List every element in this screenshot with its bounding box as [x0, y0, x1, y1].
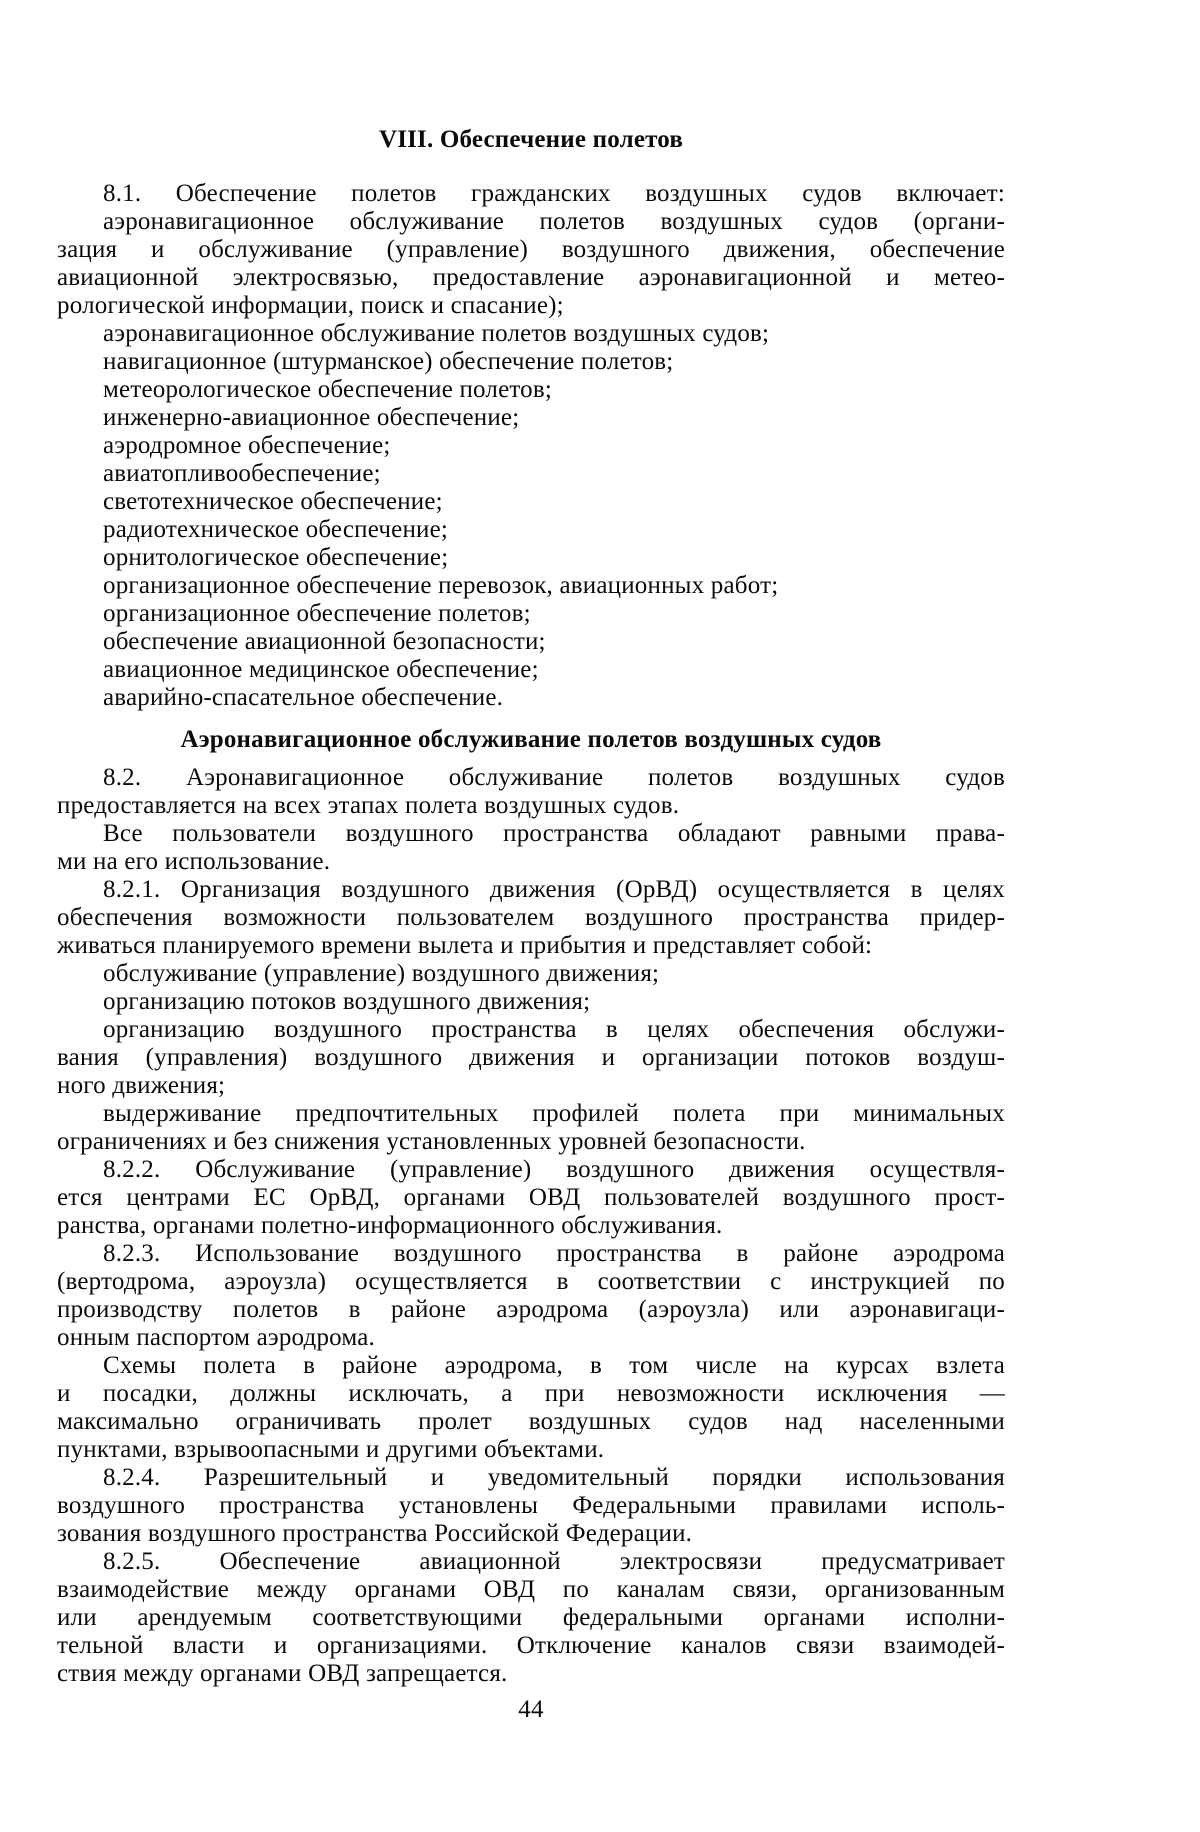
text-line: 8.2.2. Обслуживание (управление) воздушного движения осуществля- [103, 1156, 1005, 1183]
text-line: предоставляется на всех этапах полета воздушных судов. [57, 792, 680, 819]
text-line: живаться планируемого времени вылета и прибытия и представляет собой: [57, 932, 873, 959]
paragraph [57, 1548, 1005, 1688]
text-line: и посадки, должны исключать, а при невозможности исключения — [57, 1380, 1005, 1407]
paragraph [57, 432, 1005, 460]
paragraph [57, 208, 1005, 320]
text-line: ми на его использование. [57, 848, 331, 875]
text-line: организацию воздушного пространства в целях обеспечения обслужи- [103, 1016, 1005, 1043]
paragraph [57, 1016, 1005, 1100]
text-line: обслуживание (управление) воздушного движения; [103, 960, 660, 987]
paragraph [57, 1352, 1005, 1464]
text-line: производству полетов в районе аэродрома (аэроузла) или аэронавигаци- [57, 1296, 1005, 1323]
text-line: радиотехническое обеспечение; [103, 516, 449, 543]
paragraph [57, 180, 1005, 208]
paragraph [57, 516, 1005, 544]
paragraph [57, 656, 1005, 684]
section-heading-text: VIII. Обеспечение полетов [378, 126, 684, 153]
text-line: 8.2.4. Разрешительный и уведомительный порядки использования [103, 1464, 1005, 1491]
text-line: ного движения; [57, 1072, 226, 1099]
paragraph [57, 488, 1005, 516]
text-line: ограничениях и без снижения установленных уровней безопасности. [57, 1128, 806, 1155]
text-line: авиатопливообеспечение; [103, 460, 381, 487]
paragraph [57, 988, 1005, 1016]
paragraph [57, 876, 1005, 960]
subsection-heading-text: Аэронавигационное обслуживание полетов воздушных судов [180, 726, 882, 753]
text-line: авиационной электросвязью, предоставление аэронавигационной и метео- [57, 264, 1005, 291]
text-line: 8.2.5. Обеспечение авиационной электросвязи предусматривает [103, 1548, 1005, 1575]
paragraph [57, 544, 1005, 572]
subsection-heading [57, 726, 1005, 754]
text-line: зования воздушного пространства Российской Федерации. [57, 1520, 693, 1547]
text-line: (вертодрома, аэроузла) осуществляется в соответствии с инструкцией по [57, 1268, 1005, 1295]
paragraph [57, 820, 1005, 876]
document-text-block [57, 126, 1005, 1724]
paragraph [57, 348, 1005, 376]
text-line: воздушного пространства установлены Федеральными правилами исполь- [57, 1492, 1005, 1519]
text-line: 8.2.3. Использование воздушного пространства в районе аэродрома [103, 1240, 1005, 1267]
text-line: организацию потоков воздушного движения; [103, 988, 591, 1015]
text-line: 8.2.1. Организация воздушного движения (ОрВД) осуществляется в целях [103, 876, 1005, 903]
text-line: ется центрами ЕС ОрВД, органами ОВД пользователей воздушного прост- [57, 1184, 1005, 1211]
text-line: обеспечения возможности пользователем воздушного пространства придер- [57, 904, 1005, 931]
text-line: 8.2. Аэронавигационное обслуживание полетов воздушных судов [103, 764, 1005, 791]
paragraph [57, 764, 1005, 820]
paragraph [57, 684, 1005, 712]
section-heading [57, 126, 1005, 154]
text-line: аварийно-спасательное обеспечение. [103, 684, 504, 711]
text-line: Все пользователи воздушного пространства обладают равными права- [103, 820, 1005, 847]
text-line: навигационное (штурманское) обеспечение полетов; [103, 348, 674, 375]
text-line: аэронавигационное обслуживание полетов воздушных судов (органи- [103, 208, 1005, 235]
paragraph [57, 600, 1005, 628]
text-line: пунктами, взрывоопасными и другими объектами. [57, 1436, 605, 1463]
text-line: тельной власти и организациями. Отключение каналов связи взаимодей- [57, 1632, 1005, 1659]
text-line: 8.1. Обеспечение полетов гражданских воздушных судов включает: [103, 180, 1005, 207]
paragraph [57, 1464, 1005, 1548]
paragraph [57, 1156, 1005, 1240]
text-line: ранства, органами полетно-информационного обслуживания. [57, 1212, 723, 1239]
paragraph [57, 572, 1005, 600]
text-line: организационное обеспечение перевозок, авиационных работ; [103, 572, 779, 599]
text-line: или арендуемым соответствующими федеральными органами исполни- [57, 1604, 1005, 1631]
paragraph [57, 460, 1005, 488]
text-line: ствия между органами ОВД запрещается. [57, 1660, 508, 1687]
text-line: аэродромное обеспечение; [103, 432, 391, 459]
text-line: зация и обслуживание (управление) воздушного движения, обеспечение [57, 236, 1005, 263]
text-line: взаимодействие между органами ОВД по каналам связи, организованным [57, 1576, 1005, 1603]
paragraph [57, 1240, 1005, 1352]
text-line: организационное обеспечение полетов; [103, 600, 531, 627]
text-line: обеспечение авиационной безопасности; [103, 628, 546, 655]
text-line: светотехническое обеспечение; [103, 488, 443, 515]
page-number-text: 44 [518, 1696, 544, 1723]
text-line: инженерно-авиационное обеспечение; [103, 404, 520, 431]
paragraph [57, 320, 1005, 348]
paragraph [57, 404, 1005, 432]
text-line: максимально ограничивать пролет воздушных судов над населенными [57, 1408, 1005, 1435]
text-line: выдерживание предпочтительных профилей полета при минимальных [103, 1100, 1005, 1127]
text-line: Схемы полета в районе аэродрома, в том числе на курсах взлета [103, 1352, 1005, 1379]
text-line: онным паспортом аэродрома. [57, 1324, 375, 1351]
paragraph [57, 1100, 1005, 1156]
paragraph [57, 628, 1005, 656]
text-line: рологической информации, поиск и спасание); [57, 292, 564, 319]
paragraph [57, 376, 1005, 404]
text-line: метеорологическое обеспечение полетов; [103, 376, 553, 403]
paragraph [57, 960, 1005, 988]
text-line: аэронавигационное обслуживание полетов воздушных судов; [103, 320, 770, 347]
page-number [57, 1696, 1005, 1724]
text-line: вания (управления) воздушного движения и организации потоков воздуш- [57, 1044, 1005, 1071]
text-line: авиационное медицинское обеспечение; [103, 656, 539, 683]
text-line: орнитологическое обеспечение; [103, 544, 449, 571]
